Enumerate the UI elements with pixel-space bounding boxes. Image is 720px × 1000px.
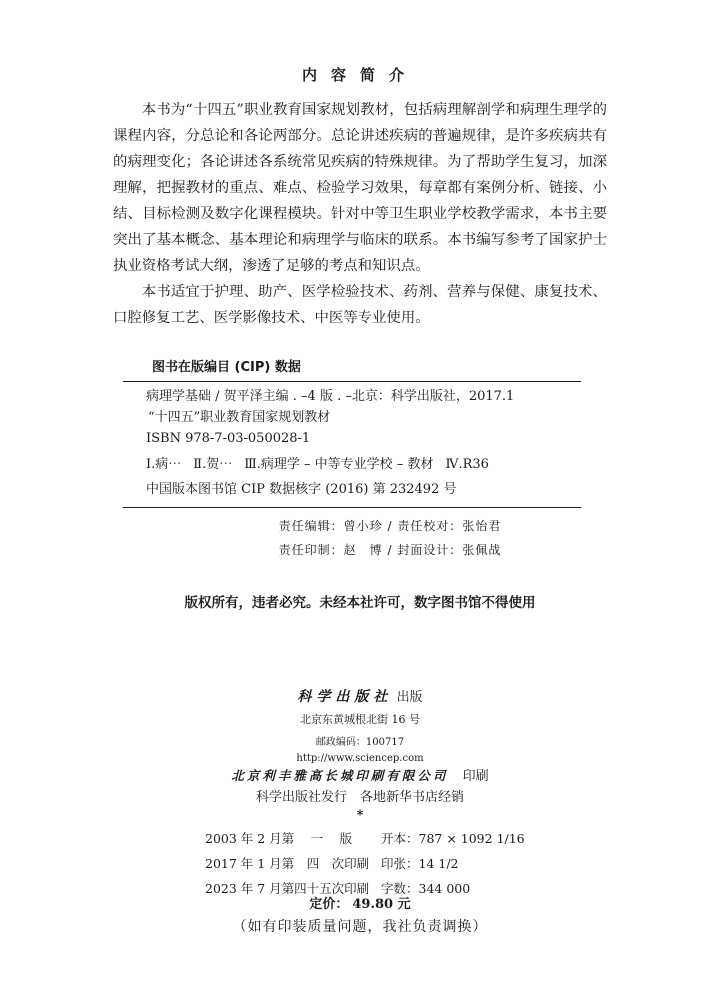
printer-suffix: 印刷 [462,769,489,784]
cip-isbn: ISBN 978-7-03-050028-1 [146,431,311,446]
cip-class-item: Ⅳ.R36 [445,457,489,472]
price [0,893,720,912]
quality-notice: （如有印装质量问题，我社负责调换） [232,919,488,935]
publisher-suffix: 出版 [396,690,423,705]
price-label: 定价： [309,897,349,912]
edition-row [205,851,565,876]
publisher-url: http://www.sciencep.com [296,753,424,764]
printer-name: 北京利丰雅高长城印刷有限公司 [231,768,449,783]
distribution-line: 科学出版社发行 各地新华书店经销 [255,790,464,805]
edition-spec: 开本：787 × 1092 1/16 [381,831,525,846]
staff-credits [0,514,720,562]
intro-title: 内容简介 [301,66,418,84]
publisher-name: 科学出版社 [297,689,393,705]
cip-class-item: Ⅱ.贺⋯ [193,457,233,472]
edition-info [205,826,565,901]
intro-body [113,97,607,331]
edition-date: 2017 年 1 月第 四 次印刷 [205,856,370,871]
intro-paragraph: 本书适宜于护理、助产、医学检验技术、药剂、营养与保健、康复技术、口腔修复工艺、医学影像技术、中医等专业使用。 [113,284,607,326]
cip-line: 病理学基础 / 贺平泽主编 . –4 版 . –北京：科学出版社，2017.1 [146,389,515,404]
intro-paragraph: 本书为“十四五”职业教育国家规划教材，包括病理解剖学和病理生理学的课程内容，分总论和各论两部分。总论讲述疾病的普遍规律，是许多疾病共有的病理变化；各论讲述各系统常见疾病的特殊规律。为了帮助学生复习，加深理解，把握教材的重点、难点、检验学习效果，每章都有案例分析、链接、小结、目标检测及数字化课程模块。针对中等卫生职业学校教学需求，本书主要突出了基本概念、基本理论和病理学与临床的联系。本书编写参考了国家护士执业资格考试大纲，渗透了足够的考点和知识点。 [113,102,607,274]
publisher-block [0,686,720,824]
cip-class-item: Ⅲ.病理学 – 中等专业学校 – 教材 [244,457,434,472]
cip-series-line: “十四五”职业教育国家规划教材 [148,410,331,425]
copyright-notice: 版权所有，违者必究。未经本社许可，数字图书馆不得使用 [184,595,536,611]
edition-spec: 印张：14 1/2 [381,856,459,871]
publisher-postcode: 邮政编码：100717 [315,737,405,748]
cip-bottom-rule [123,507,581,508]
edition-row [205,826,565,851]
price-value: 49.80 元 [352,897,411,912]
cip-class-item: Ⅰ.病⋯ [146,457,182,472]
cip-heading: 图书在版编目 (CIP) 数据 [152,360,301,375]
cip-top-rule [123,381,581,382]
cip-block [146,386,586,500]
edition-date: 2003 年 2 月第 一 版 [205,831,353,846]
publisher-address: 北京东黄城根北街 16 号 [300,713,420,726]
cip-verification: 中国版本图书馆 CIP 数据核字 (2016) 第 232492 号 [146,482,457,497]
staff-line: 责任编辑：曾小珍 / 责任校对：张怡君 [278,519,502,533]
cip-classification [146,454,586,475]
edition-date: 2023 年 7 月第四十五次印刷 [205,881,370,896]
star-separator: * [356,808,364,823]
edition-spec: 字数：344 000 [381,881,471,896]
staff-line: 责任印制：赵 博 / 封面设计：张佩战 [278,543,502,557]
